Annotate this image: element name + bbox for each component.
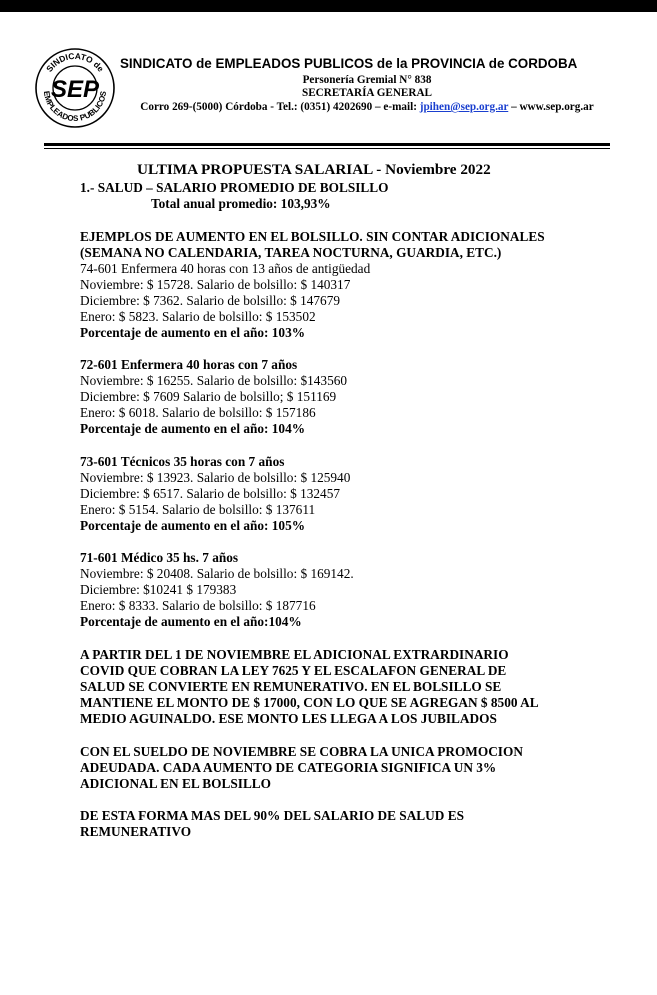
logo-text-top: SINDICATO de [44, 50, 106, 74]
sep-logo-svg [34, 47, 116, 129]
example-2-percentage: Porcentaje de aumento en el año: 104% [80, 421, 306, 436]
example-3-line-1: Noviembre: $ 13923. Salario de bolsillo: $ 125940 [80, 470, 351, 485]
covid-paragraph-line-4: MANTIENE EL MONTO DE $ 17000, CON LO QUE SE AGREGAN $ 8500 AL [80, 695, 539, 710]
example-2-line-1: Noviembre: $ 16255. Salario de bolsillo: $143560 [80, 373, 348, 388]
header-rule-thin [44, 148, 610, 149]
example-1-line-3: Enero: $ 5823. Salario de bolsillo: $ 153502 [80, 309, 316, 324]
example-2-title: 72-601 Enfermera 40 horas con 7 años [80, 357, 298, 372]
example-4-title: 71-601 Médico 35 hs. 7 años [80, 550, 239, 565]
top-black-bar [0, 0, 657, 12]
example-1-line-1: Noviembre: $ 15728. Salario de bolsillo: $ 140317 [80, 277, 351, 292]
example-2-line-3: Enero: $ 6018. Salario de bolsillo: $ 157186 [80, 405, 316, 420]
promotion-paragraph-line-1: CON EL SUELDO DE NOVIEMBRE SE COBRA LA UNICA PROMOCION [80, 744, 523, 759]
covid-paragraph-line-5: MEDIO AGUINALDO. ESE MONTO LES LLEGA A LOS JUBILADOS [80, 711, 497, 726]
logo-text-bottom: EMPLEADOS PUBLICOS [41, 90, 109, 124]
examples-heading-1: EJEMPLOS DE AUMENTO EN EL BOLSILLO. SIN CONTAR ADICIONALES [80, 229, 545, 244]
example-4-line-2: Diciembre: $10241 $ 179383 [80, 582, 237, 597]
final-paragraph-line-1: DE ESTA FORMA MAS DEL 90% DEL SALARIO DE SALUD ES [80, 808, 464, 823]
promotion-paragraph-line-2: ADEUDADA. CADA AUMENTO DE CATEGORIA SIGNIFICA UN 3% [80, 760, 497, 775]
annual-average: Total anual promedio: 103,93% [151, 196, 331, 211]
example-1-percentage: Porcentaje de aumento en el año: 103% [80, 325, 306, 340]
section-heading: 1.- SALUD – SALARIO PROMEDIO DE BOLSILLO [80, 180, 389, 195]
covid-paragraph-line-2: COVID QUE COBRAN LA LEY 7625 Y EL ESCALAFON GENERAL DE [80, 663, 507, 678]
secretaria-general: SECRETARÍA GENERAL [301, 87, 433, 99]
example-3-percentage: Porcentaje de aumento en el año: 105% [80, 518, 306, 533]
email-link[interactable]: jpihen@sep.org.ar [419, 101, 509, 113]
sep-logo [34, 47, 116, 129]
examples-heading-2: (SEMANA NO CALENDARIA, TAREA NOCTURNA, GUARDIA, ETC.) [80, 245, 502, 260]
contact-line [128, 101, 606, 113]
personeria-gremial: Personería Gremial N° 838 [302, 74, 432, 86]
example-1-line-2: Diciembre: $ 7362. Salario de bolsillo: $ 147679 [80, 293, 340, 308]
logo-center-text: SEP [50, 76, 100, 103]
example-3-line-2: Diciembre: $ 6517. Salario de bolsillo: $ 132457 [80, 486, 340, 501]
example-4-percentage: Porcentaje de aumento en el año:104% [80, 614, 302, 629]
example-3-title: 73-601 Técnicos 35 horas con 7 años [80, 454, 285, 469]
covid-paragraph-line-3: SALUD SE CONVIERTE EN REMUNERATIVO. EN EL BOLSILLO SE [80, 679, 502, 694]
example-1-title: 74-601 Enfermera 40 horas con 13 años de antigüedad [80, 261, 371, 276]
example-2-line-2: Diciembre: $ 7609 Salario de bolsillo; $ 151169 [80, 389, 337, 404]
header-rule-thick [44, 143, 610, 146]
final-paragraph-line-2: REMUNERATIVO [80, 824, 192, 839]
example-3-line-3: Enero: $ 5154. Salario de bolsillo: $ 137611 [80, 502, 316, 517]
covid-paragraph-line-1: A PARTIR DEL 1 DE NOVIEMBRE EL ADICIONAL EXTRARDINARIO [80, 647, 509, 662]
website-text: – www.sep.org.ar [508, 101, 594, 113]
address-text: Corro 269-(5000) Córdoba - Tel.: (0351) 4202690 – e-mail: [140, 101, 420, 113]
document-title: ULTIMA PROPUESTA SALARIAL - Noviembre 2022 [137, 161, 491, 178]
organization-name: SINDICATO de EMPLEADOS PUBLICOS de la PROVINCIA de CORDOBA [120, 56, 578, 71]
example-4-line-3: Enero: $ 8333. Salario de bolsillo: $ 187716 [80, 598, 316, 613]
example-4-line-1: Noviembre: $ 20408. Salario de bolsillo: $ 169142. [80, 566, 354, 581]
promotion-paragraph-line-3: ADICIONAL EN EL BOLSILLO [80, 776, 272, 791]
